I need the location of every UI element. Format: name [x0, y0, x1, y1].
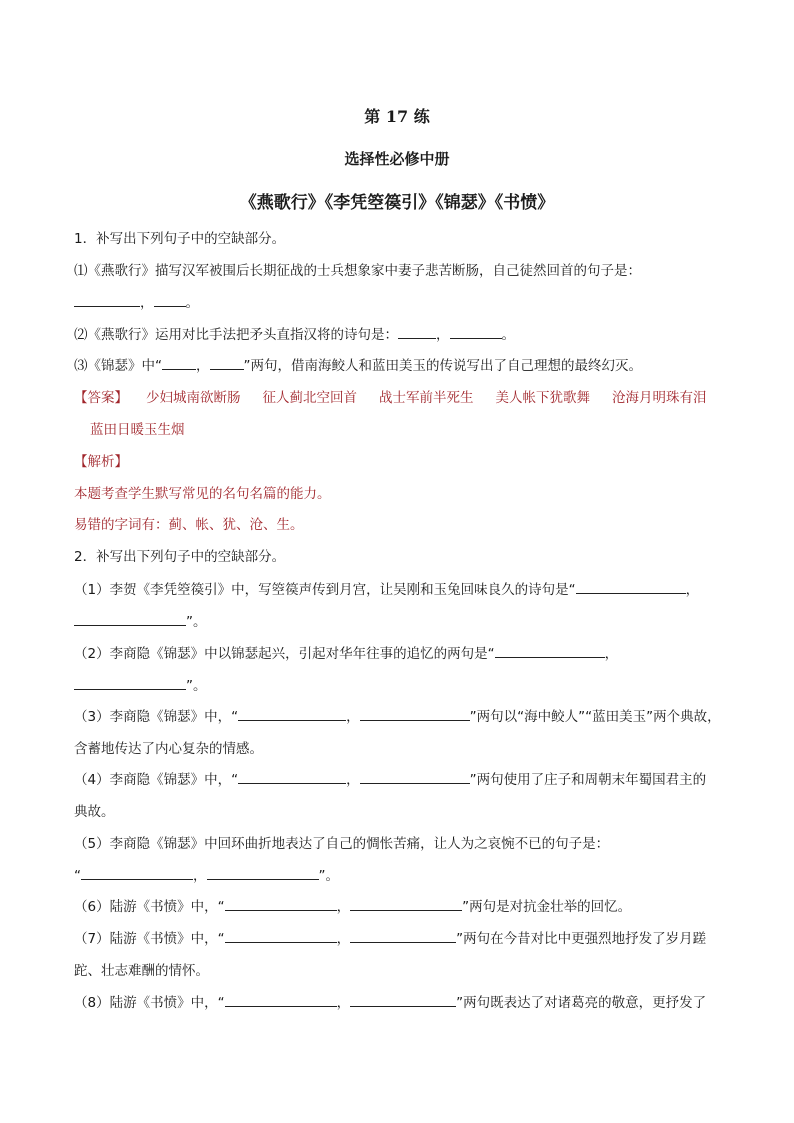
answer-blank[interactable] — [350, 897, 462, 911]
answer-blank[interactable] — [450, 325, 502, 339]
answer-blank[interactable] — [225, 897, 337, 911]
answer-blank[interactable] — [225, 993, 337, 1007]
answer-blank[interactable] — [360, 707, 470, 721]
lesson-number: 第 17 练 — [364, 107, 430, 126]
answer-blank[interactable] — [350, 993, 456, 1007]
answer-item: 蓝田日暖玉生烟 — [90, 422, 185, 438]
analysis-text: 易错的字词有：蓟、帐、犹、沧、生。 — [74, 517, 304, 533]
q2-item-3-cont: 含蓄地传达了内心复杂的情感。 — [74, 741, 263, 757]
book-title: 选择性必修中册 — [344, 150, 450, 168]
q2-item-2-cont: ”。 — [74, 676, 724, 696]
question-2-stem: 2．补写出下列句子中的空缺部分。 — [74, 549, 286, 565]
answer-blank[interactable] — [154, 293, 186, 307]
q2-item-4-cont: 典故。 — [74, 804, 115, 820]
answer-item: 美人帐下犹歌舞 — [495, 390, 590, 406]
q2-item-7: （7）陆游《书愤》中，“ ， ”两句在今昔对比中更强烈地抒发了岁月蹉 — [74, 931, 707, 947]
answer-blank[interactable] — [360, 770, 470, 784]
answer-blank[interactable] — [81, 866, 193, 880]
answer-blank[interactable] — [238, 707, 346, 721]
poem-titles: 《燕歌行》《李凭箜篌引》《锦瑟》《书愤》 — [239, 193, 555, 213]
answer-item: 征人蓟北空回首 — [262, 390, 357, 406]
analysis-text: 本题考查学生默写常见的名句名篇的能力。 — [74, 486, 331, 502]
q1-item-2: ⑵《燕歌行》运用对比手法把矛头直指汉将的诗句是： ， 。 — [74, 327, 515, 343]
answer-blank[interactable] — [74, 676, 186, 690]
answer-blank[interactable] — [576, 580, 686, 594]
q1-item-1: ⑴《燕歌行》描写汉军被围后长期征战的士兵想象家中妻子悲苦断肠，自己徒然回首的句子是： — [74, 263, 641, 279]
q1-answers — [74, 388, 724, 408]
answer-item: 战士军前半死生 — [379, 390, 474, 406]
q2-item-8: （8）陆游《书愤》中，“ ， ”两句既表达了对诸葛亮的敬意，更抒发了 — [74, 995, 707, 1011]
answer-blank[interactable] — [74, 612, 186, 626]
q2-item-1-cont: ”。 — [74, 612, 724, 632]
answer-blank[interactable] — [162, 356, 196, 370]
q2-item-7-cont: 跎、壮志难酬的情怀。 — [74, 963, 209, 979]
q2-item-2: （2）李商隐《锦瑟》中以锦瑟起兴，引起对华年往事的追忆的两句是“ ， — [74, 646, 619, 662]
answer-blank[interactable] — [398, 325, 436, 339]
answer-blank[interactable] — [495, 644, 605, 658]
answer-blank[interactable] — [74, 293, 140, 307]
analysis-label: 【解析】 — [74, 454, 128, 470]
q2-item-4: （4）李商隐《锦瑟》中，“ ， ”两句使用了庄子和周朝末年蜀国君主的 — [74, 772, 707, 788]
answer-blank[interactable] — [350, 929, 456, 943]
q2-item-5: （5）李商隐《锦瑟》中回环曲折地表达了自己的惆怅苦痛，让人为之哀惋不已的句子是： — [74, 836, 610, 852]
q2-item-6: （6）陆游《书愤》中，“ ， ”两句是对抗金壮举的回忆。 — [74, 899, 632, 915]
q2-item-3: （3）李商隐《锦瑟》中，“ ， ”两句以“海中鲛人”“蓝田美玉”两个典故， — [74, 709, 721, 725]
answer-blank[interactable] — [238, 770, 346, 784]
answer-blank[interactable] — [210, 356, 244, 370]
q1-item-1-blanks: ， 。 — [74, 293, 724, 313]
q2-item-5-cont: “ ， ”。 — [74, 868, 339, 884]
answer-blank[interactable] — [225, 929, 337, 943]
q1-item-3: ⑶《锦瑟》中“ ， ”两句，借南海鲛人和蓝田美玉的传说写出了自己理想的最终幻灭。 — [74, 358, 642, 374]
q2-item-1: （1）李贺《李凭箜篌引》中，写箜篌声传到月宫，让吴刚和玉兔回味良久的诗句是“ ， — [74, 582, 700, 598]
answer-blank[interactable] — [207, 866, 319, 880]
answer-label: 【答案】 — [74, 390, 128, 406]
answer-item: 少妇城南欲断肠 — [146, 390, 241, 406]
answer-item: 沧海月明珠有泪 — [612, 390, 707, 406]
question-1-stem: 1．补写出下列句子中的空缺部分。 — [74, 231, 286, 247]
